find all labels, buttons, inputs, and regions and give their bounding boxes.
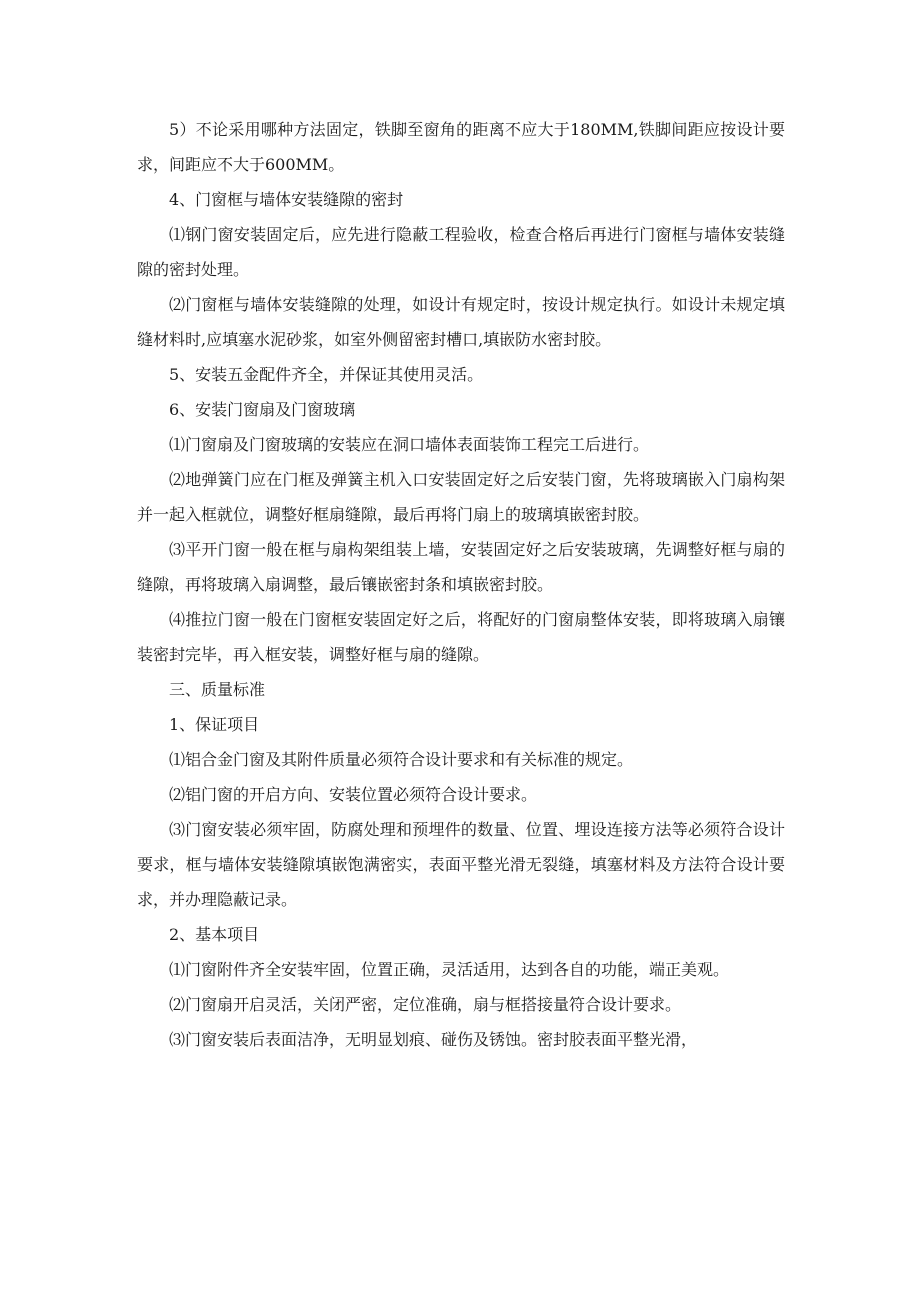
paragraph-basic-item-3: ⑶门窗安装后表面洁净，无明显划痕、碰伤及锈蚀。密封胶表面平整光滑， xyxy=(169,1030,698,1049)
paragraph-guaranteed-item-3: ⑶门窗安装必须牢固，防腐处理和预埋件的数量、位置、埋设连接方法等必须符合设计要求，框与墙体安装缝隙填嵌饱满密实，表面平整光滑无裂缝，填塞材料及方法符合设计要求，并办理隐蔽记录。 xyxy=(137,820,785,909)
paragraph-sealing-item-2: ⑵门窗框与墙体安装缝隙的处理，如设计有规定时，按设计规定执行。如设计未规定填缝材料时,应填塞水泥砂浆，如室外侧留密封槽口,填嵌防水密封胶。 xyxy=(137,295,785,349)
heading-basic-items: 2、基本项目 xyxy=(169,925,260,944)
heading-frame-wall-sealing: 4、门窗框与墙体安装缝隙的密封 xyxy=(169,190,404,209)
paragraph-basic-item-1: ⑴门窗附件齐全安装牢固，位置正确，灵活适用，达到各自的功能，端正美观。 xyxy=(169,960,730,979)
document-body xyxy=(137,112,785,1057)
paragraph-sash-item-4: ⑷推拉门窗一般在门窗框安装固定好之后，将配好的门窗扇整体安装，即将玻璃入扇镶装密封完毕，再入框安装，调整好框与扇的缝隙。 xyxy=(137,610,785,664)
paragraph-sash-item-3: ⑶平开门窗一般在框与扇构架组装上墙，安装固定好之后安装玻璃，先调整好框与扇的缝隙，再将玻璃入扇调整，最后镶嵌密封条和填嵌密封胶。 xyxy=(137,540,785,594)
paragraph-guaranteed-item-1: ⑴铝合金门窗及其附件质量必须符合设计要求和有关标准的规定。 xyxy=(169,750,634,769)
paragraph-basic-item-2: ⑵门窗扇开启灵活，关闭严密，定位准确，扇与框搭接量符合设计要求。 xyxy=(169,995,682,1014)
paragraph-guaranteed-item-2: ⑵铝门窗的开启方向、安装位置必须符合设计要求。 xyxy=(169,785,538,804)
paragraph-fixing-distance: 5）不论采用哪种方法固定，铁脚至窗角的距离不应大于180MM,铁脚间距应按设计要求，间距应不大于600MM。 xyxy=(137,120,785,174)
paragraph-sash-item-1: ⑴门窗扇及门窗玻璃的安装应在洞口墙体表面装饰工程完工后进行。 xyxy=(169,435,650,454)
heading-sash-glass: 6、安装门窗扇及门窗玻璃 xyxy=(169,400,356,419)
paragraph-sash-item-2: ⑵地弹簧门应在门框及弹簧主机入口安装固定好之后安装门窗，先将玻璃嵌入门扇构架并一起入框就位，调整好框扇缝隙，最后再将门扇上的玻璃填嵌密封胶。 xyxy=(137,470,785,524)
heading-quality-standard: 三、质量标准 xyxy=(169,680,266,699)
heading-guaranteed-items: 1、保证项目 xyxy=(169,715,260,734)
heading-hardware: 5、安装五金配件齐全，并保证其使用灵活。 xyxy=(169,365,484,384)
paragraph-sealing-item-1: ⑴钢门窗安装固定后，应先进行隐蔽工程验收，检查合格后再进行门窗框与墙体安装缝隙的密封处理。 xyxy=(137,225,785,279)
